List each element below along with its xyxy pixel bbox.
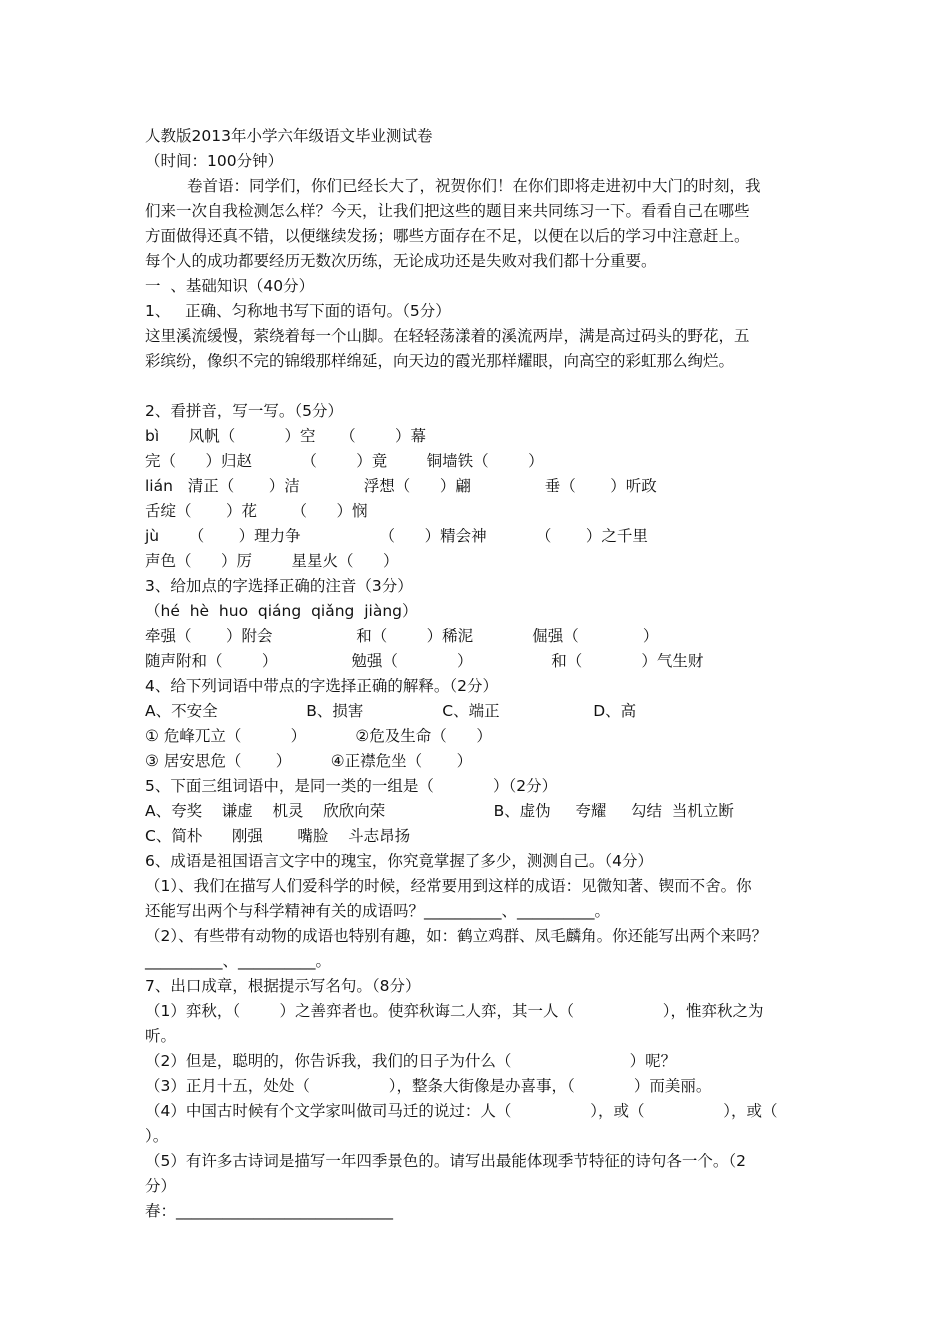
time-note: （时间：100分钟）: [145, 152, 284, 170]
question-line: ① 危峰兀立（ ） ②危及生命（ ）: [145, 727, 492, 745]
question-line: A、不安全 B、损害 C、端正 D、高: [145, 702, 637, 720]
question-title: 1、 正确、匀称地书写下面的语句。（5分）: [145, 302, 451, 320]
question-line: 分）: [145, 1177, 177, 1195]
exam-title: 人教版2013年小学六年级语文毕业测试卷: [145, 127, 433, 145]
question-title: 5、下面三组词语中，是同一类的一组是（ ）（2分）: [145, 777, 558, 795]
question-line: （2）、有些带有动物的成语也特别有趣，如：鹤立鸡群、凤毛麟角。你还能写出两个来吗？: [145, 927, 768, 945]
question-line: ③ 居安思危（ ） ④正襟危坐（ ）: [145, 752, 473, 770]
question-line: 声色（ ）厉 星星火（ ）: [145, 552, 399, 570]
section-heading: 一 、基础知识（40分）: [145, 277, 315, 295]
question-line: （2）但是，聪明的，你告诉我，我们的日子为什么（ ）呢？: [145, 1052, 677, 1070]
question-line: （4）中国古时候有个文学家叫做司马迁的说过：人（ ），或（ ），或（: [145, 1102, 778, 1120]
question-line: 听。: [145, 1027, 177, 1045]
question-line: bì 风帆（ ）空 （ ）幕: [145, 427, 427, 445]
question-title: 4、给下列词语中带点的字选择正确的解释。（2分）: [145, 677, 498, 695]
question-line: （1）弈秋，（ ）之善弈者也。使弈秋诲二人弈，其一人（ ），惟弈秋之为: [145, 1002, 764, 1020]
question-line: 这里溪流缓慢，萦绕着每一个山脚。在轻轻荡漾着的溪流两岸，满是高过码头的野花，五: [145, 327, 750, 345]
intro-line: 方面做得还真不错，以便继续发扬；哪些方面存在不足，以便在以后的学习中注意赶上。: [145, 227, 750, 245]
question-title: 2、看拼音，写一写。（5分）: [145, 402, 343, 420]
question-line: ）。: [145, 1127, 169, 1145]
question-line: （5）有许多古诗词是描写一年四季景色的。请写出最能体现季节特征的诗句各一个。（2: [145, 1152, 746, 1170]
intro-line: 们来一次自我检测怎么样？今天，让我们把这些的题目来共同练习一下。看看自己在哪些: [145, 202, 750, 220]
question-line: （3）正月十五，处处（ ），整条大街像是办喜事，（ ）而美丽。: [145, 1077, 712, 1095]
question-title: 6、成语是祖国语言文字中的瑰宝，你究竟掌握了多少，测测自己。（4分）: [145, 852, 653, 870]
question-line: A、夸奖 谦虚 机灵 欣欣向荣 B、虚伪 夸耀 勾结 当机立断: [145, 802, 734, 820]
question-line: 随声附和（ ） 勉强（ ） 和（ ）气生财: [145, 652, 704, 670]
question-line: jù （ ）理力争 （ ）精会神 （ ）之千里: [145, 527, 648, 545]
question-line: （1）、我们在描写人们爱科学的时候，经常要用到这样的成语：见微知著、锲而不舍。你: [145, 877, 752, 895]
pinyin-options: （hé hè huo qiáng qiǎng jiàng）: [145, 602, 418, 620]
question-line: 还能写出两个与科学精神有关的成语吗？__________、__________。: [145, 902, 611, 920]
question-line: 彩缤纷，像织不完的锦缎那样绵延，向天边的霞光那样耀眼，向高空的彩虹那么绚烂。: [145, 352, 735, 370]
question-line: 完（ ）归赵 （ ）竟 铜墙铁（ ）: [145, 452, 544, 470]
intro-line: 卷首语：同学们，你们已经长大了，祝贺你们！在你们即将走进初中大门的时刻，我: [187, 177, 761, 195]
question-line: lián 清正（ ）洁 浮想（ ）翩 垂（ ）听政: [145, 477, 657, 495]
intro-line: 每个人的成功都要经历无数次历练，无论成功还是失败对我们都十分重要。: [145, 252, 657, 270]
question-line: C、简朴 刚强 嘴脸 斗志昂扬: [145, 827, 411, 845]
question-title: 7、出口成章，根据提示写名句。（8分）: [145, 977, 421, 995]
question-line: __________、__________。: [145, 952, 332, 970]
question-title: 3、给加点的字选择正确的注音（3分）: [145, 577, 413, 595]
question-line: 舌绽（ ）花 （ ）悯: [145, 502, 368, 520]
question-line: 牵强（ ）附会 和（ ）稀泥 倔强（ ）: [145, 627, 659, 645]
question-line: 春：____________________________: [145, 1202, 394, 1220]
